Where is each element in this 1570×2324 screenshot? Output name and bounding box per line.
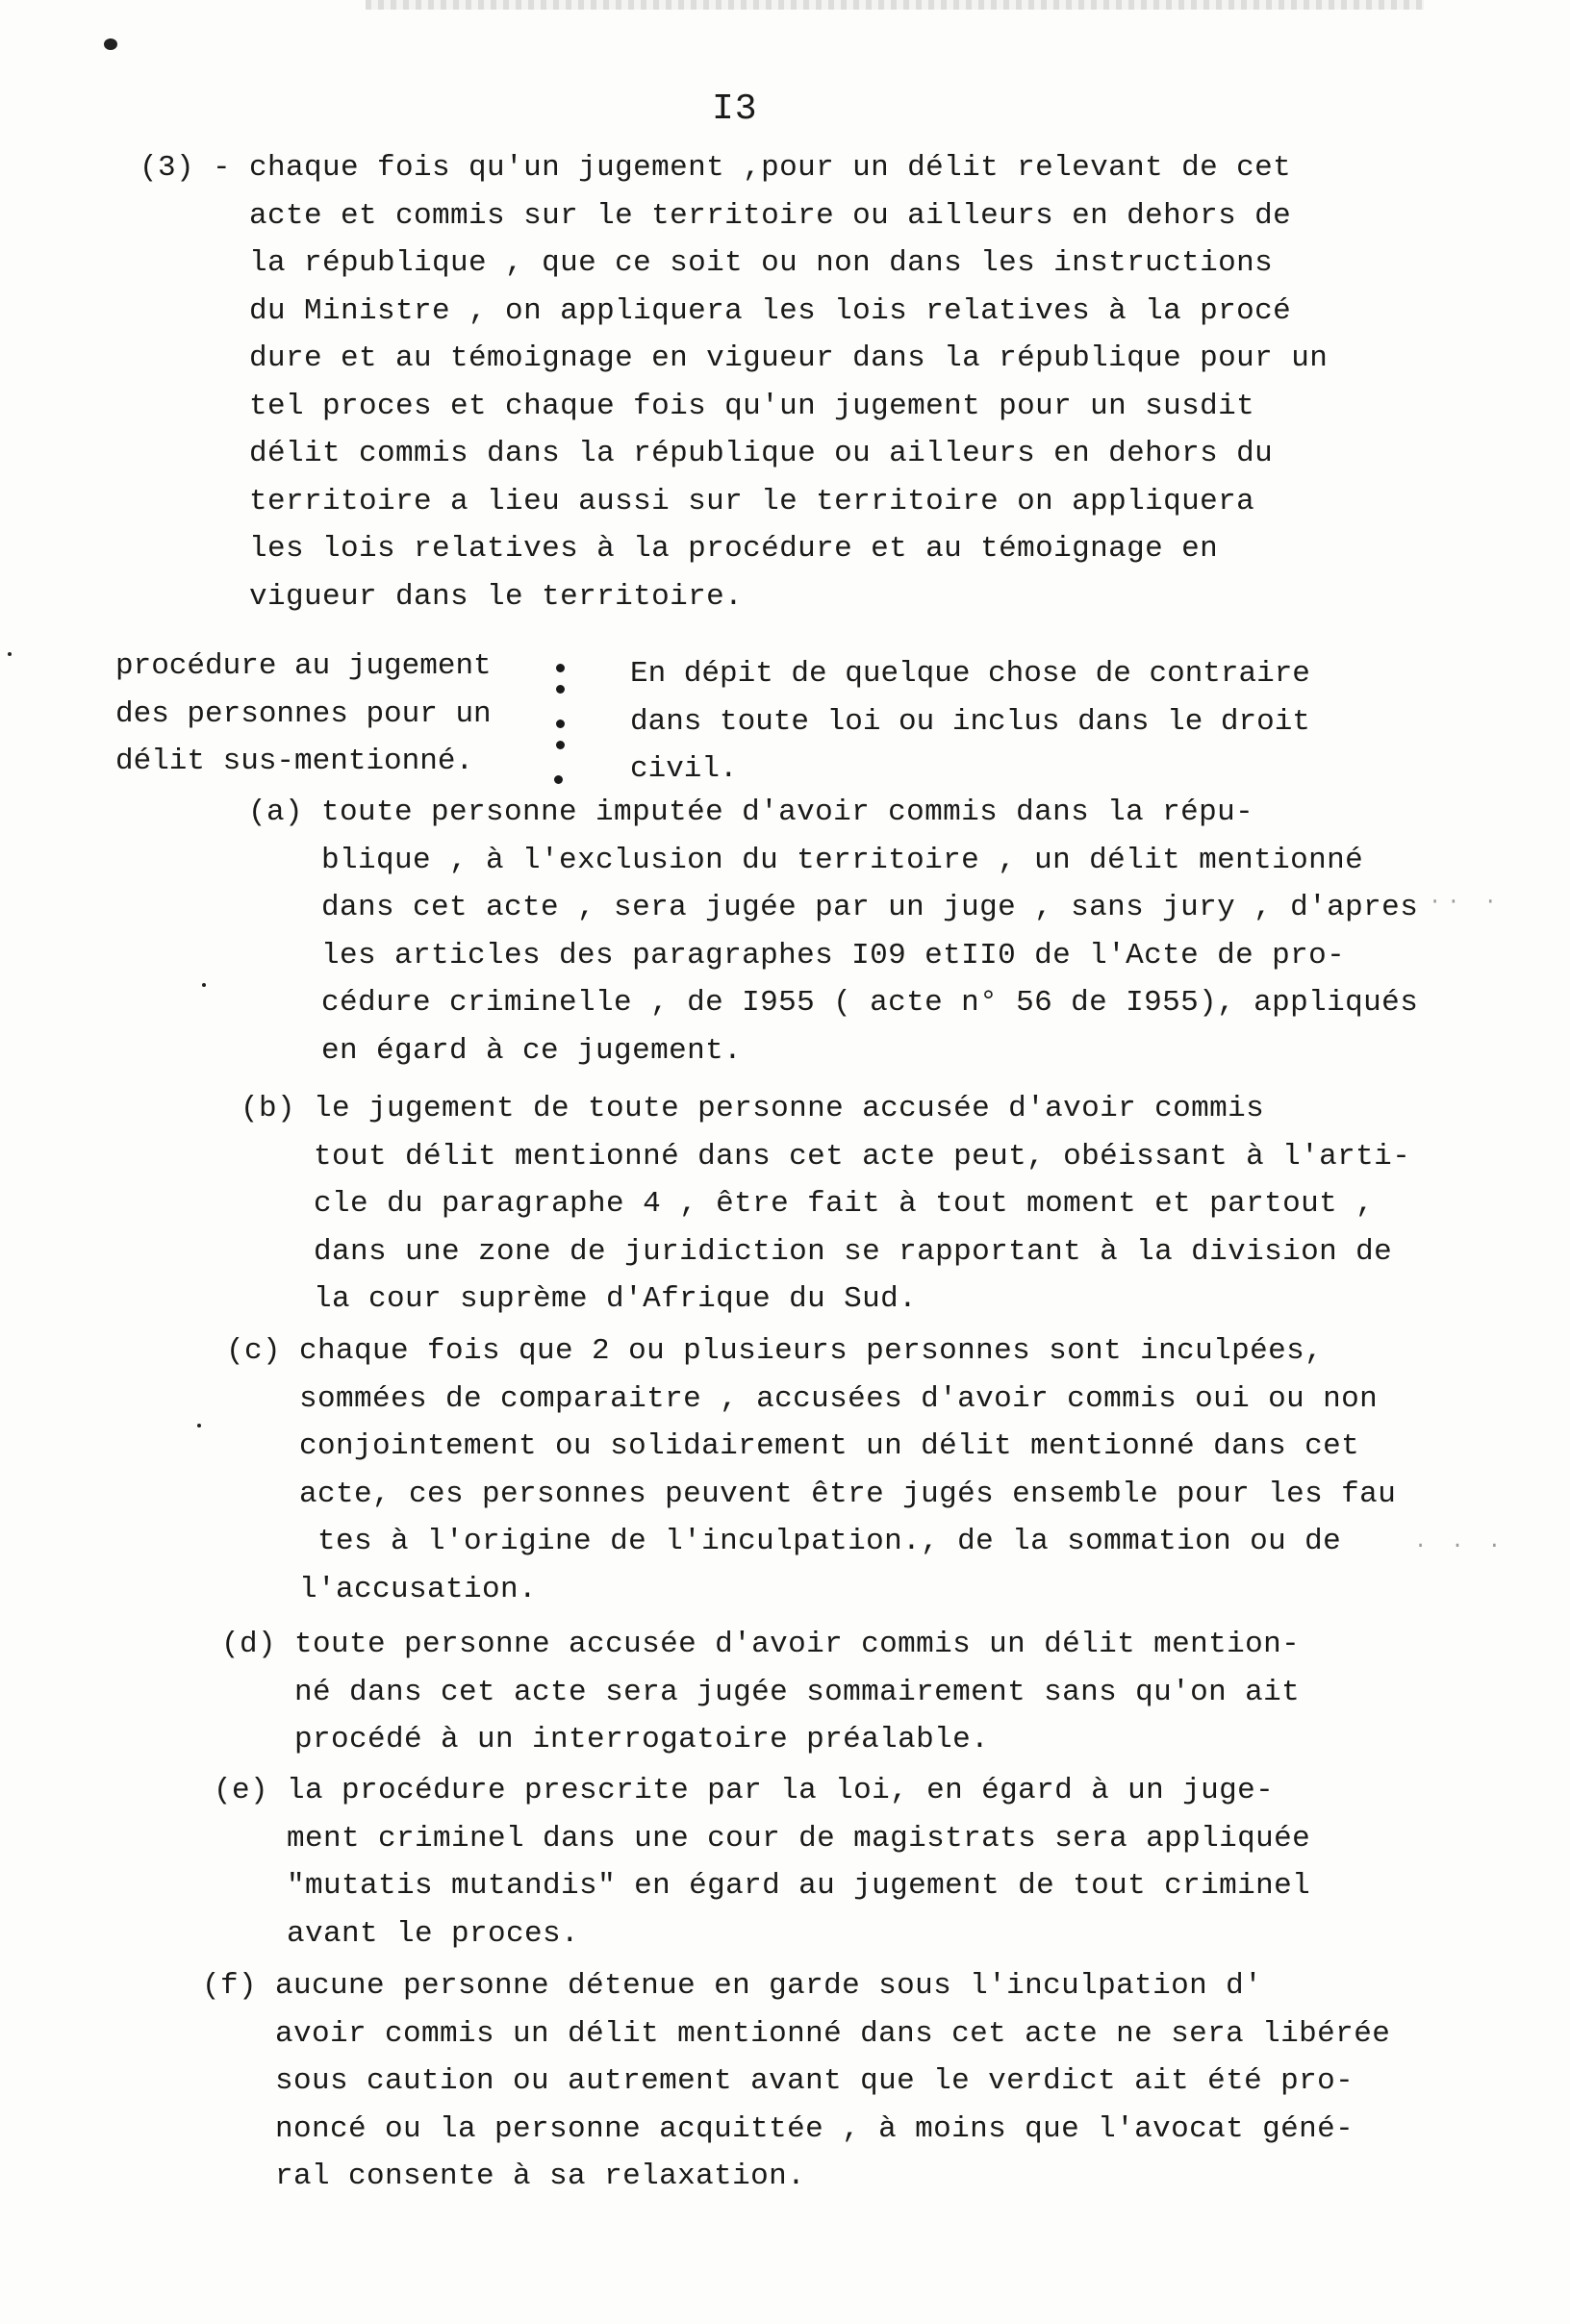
scan-artifact: ·· · [1429, 890, 1503, 914]
ink-speck [104, 38, 117, 50]
ink-speck [197, 1424, 201, 1427]
item-c: (c) chaque fois que 2 ou plusieurs personnes sont inculpées, sommées de comparaitre , accusées d'avoir commis oui ou non conjointement ou solidairement un délit mentionné dans cet acte, ces personnes peuvent être jugés ensemble pour les fau tes à l'origine de l'inculpation., de la sommation ou de l'accusation. [226, 1334, 1397, 1606]
separator-dot [556, 664, 565, 672]
item-f: (f) aucune personne détenue en garde sous l'inculpation d' avoir commis un délit mentionné dans cet acte ne sera libérée sous caution ou autrement avant que le verdict ait été pro- noncé ou la personne acquittée , à moins que l'avocat géné- ral consente à sa relaxation. [202, 1969, 1391, 2193]
separator-dot [554, 775, 563, 784]
separator-dot [556, 720, 565, 728]
ink-speck [8, 652, 12, 656]
scan-artifact: . . . [1414, 1529, 1507, 1554]
margin-heading: procédure au jugement des personnes pour un délit sus-mentionné. [115, 649, 492, 778]
separator-dot [556, 741, 565, 749]
item-b: (b) le jugement de toute personne accusée d'avoir commis tout délit mentionné dans cet acte peut, obéissant à l'arti- cle du paragraphe 4 , être fait à tout moment et partout , dans une zone de juridiction se rapportant à la division de la cour suprème d'Afrique du Sud. [241, 1092, 1411, 1316]
ink-speck [202, 983, 206, 987]
page-number: I3 [712, 88, 758, 130]
scan-artifact [366, 0, 1424, 10]
side-text: En dépit de quelque chose de contraire dans toute loi ou inclus dans le droit civil. [630, 657, 1310, 786]
item-a: (a) toute personne imputée d'avoir commis dans la répu- blique , à l'exclusion du territoire , un délit mentionné dans cet acte , sera jugée par un juge , sans jury , d'apres les articles des paragraphes I09 etII0 de l'Acte de pro- cédure criminelle , de I955 ( acte n° 56 de I955), appliqués en égard à ce jugement. [248, 796, 1419, 1068]
paragraph-3: (3) - chaque fois qu'un jugement ,pour un délit relevant de cet acte et commis sur le territoire ou ailleurs en dehors de la république , que ce soit ou non dans les instructions du Ministre , on appliquera les lois relatives à la procé dure et au témoignage en vigueur dans la république pour un tel proces et chaque fois qu'un jugement pour un susdit délit commis dans la république ou ailleurs en dehors du territoire a lieu aussi sur le territoire on appliquera les lois relatives à la procédure et au témoignage en vigueur dans le territoire. [139, 151, 1329, 614]
item-e: (e) la procédure prescrite par la loi, en égard à un juge- ment criminel dans une cour de magistrats sera appliquée "mutatis mutandis" en égard au jugement de tout criminel avant le proces. [214, 1774, 1311, 1951]
item-d: (d) toute personne accusée d'avoir commis un délit mention- né dans cet acte sera jugée sommairement sans qu'on ait procédé à un interrogatoire préalable. [221, 1628, 1301, 1756]
separator-dot [556, 685, 565, 694]
